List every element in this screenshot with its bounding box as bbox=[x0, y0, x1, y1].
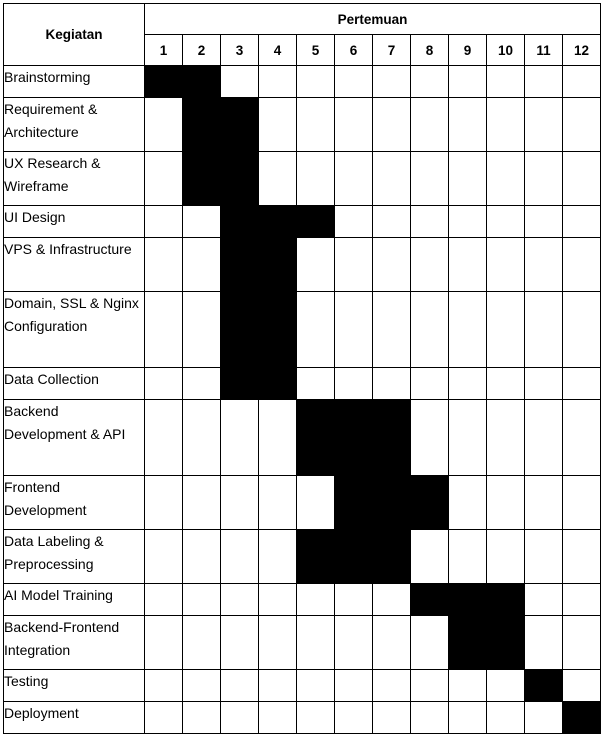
empty-week-cell bbox=[487, 702, 525, 734]
empty-week-cell bbox=[221, 530, 259, 584]
table-row bbox=[4, 152, 601, 206]
empty-week-cell bbox=[563, 206, 601, 238]
empty-week-cell bbox=[259, 400, 297, 476]
empty-week-cell bbox=[145, 400, 183, 476]
empty-week-cell bbox=[145, 368, 183, 400]
empty-week-cell bbox=[297, 616, 335, 670]
empty-week-cell bbox=[259, 476, 297, 530]
table-row bbox=[4, 238, 601, 292]
empty-week-cell bbox=[183, 238, 221, 292]
activity-label: Deployment bbox=[4, 702, 145, 734]
empty-week-cell bbox=[411, 98, 449, 152]
active-week-cell bbox=[183, 98, 221, 152]
week-header-2: 2 bbox=[183, 35, 221, 66]
active-week-cell bbox=[373, 476, 411, 530]
active-week-cell bbox=[145, 66, 183, 98]
empty-week-cell bbox=[297, 292, 335, 368]
empty-week-cell bbox=[221, 400, 259, 476]
table-row bbox=[4, 530, 601, 584]
empty-week-cell bbox=[335, 702, 373, 734]
active-week-cell bbox=[449, 616, 487, 670]
empty-week-cell bbox=[297, 670, 335, 702]
empty-week-cell bbox=[449, 702, 487, 734]
week-header-6: 6 bbox=[335, 35, 373, 66]
active-week-cell bbox=[373, 400, 411, 476]
empty-week-cell bbox=[525, 476, 563, 530]
empty-week-cell bbox=[449, 66, 487, 98]
empty-week-cell bbox=[373, 66, 411, 98]
empty-week-cell bbox=[563, 616, 601, 670]
empty-week-cell bbox=[335, 238, 373, 292]
empty-week-cell bbox=[411, 530, 449, 584]
empty-week-cell bbox=[335, 292, 373, 368]
empty-week-cell bbox=[525, 530, 563, 584]
empty-week-cell bbox=[449, 530, 487, 584]
empty-week-cell bbox=[297, 702, 335, 734]
activity-label: UI Design bbox=[4, 206, 145, 238]
empty-week-cell bbox=[221, 584, 259, 616]
empty-week-cell bbox=[145, 152, 183, 206]
empty-week-cell bbox=[563, 66, 601, 98]
empty-week-cell bbox=[335, 616, 373, 670]
empty-week-cell bbox=[335, 66, 373, 98]
empty-week-cell bbox=[373, 702, 411, 734]
empty-week-cell bbox=[563, 292, 601, 368]
empty-week-cell bbox=[563, 400, 601, 476]
empty-week-cell bbox=[221, 66, 259, 98]
activity-label: Backend-Frontend Integration bbox=[4, 616, 145, 670]
empty-week-cell bbox=[259, 152, 297, 206]
empty-week-cell bbox=[525, 206, 563, 238]
empty-week-cell bbox=[487, 670, 525, 702]
empty-week-cell bbox=[145, 238, 183, 292]
active-week-cell bbox=[259, 206, 297, 238]
empty-week-cell bbox=[525, 400, 563, 476]
empty-week-cell bbox=[183, 530, 221, 584]
active-week-cell bbox=[221, 152, 259, 206]
empty-week-cell bbox=[525, 152, 563, 206]
empty-week-cell bbox=[487, 98, 525, 152]
empty-week-cell bbox=[487, 400, 525, 476]
empty-week-cell bbox=[487, 206, 525, 238]
active-week-cell bbox=[221, 368, 259, 400]
active-week-cell bbox=[297, 530, 335, 584]
empty-week-cell bbox=[563, 238, 601, 292]
activity-label: Brainstorming bbox=[4, 66, 145, 98]
empty-week-cell bbox=[335, 584, 373, 616]
week-header-1: 1 bbox=[145, 35, 183, 66]
empty-week-cell bbox=[221, 670, 259, 702]
empty-week-cell bbox=[373, 238, 411, 292]
active-week-cell bbox=[563, 702, 601, 734]
empty-week-cell bbox=[183, 616, 221, 670]
table-row bbox=[4, 66, 601, 98]
activity-label: VPS & Infrastructure bbox=[4, 238, 145, 292]
table-row bbox=[4, 584, 601, 616]
empty-week-cell bbox=[297, 66, 335, 98]
empty-week-cell bbox=[449, 368, 487, 400]
empty-week-cell bbox=[487, 238, 525, 292]
empty-week-cell bbox=[145, 670, 183, 702]
active-week-cell bbox=[487, 584, 525, 616]
week-header-4: 4 bbox=[259, 35, 297, 66]
table-row bbox=[4, 292, 601, 368]
table-row bbox=[4, 98, 601, 152]
empty-week-cell bbox=[449, 238, 487, 292]
empty-week-cell bbox=[487, 292, 525, 368]
empty-week-cell bbox=[145, 206, 183, 238]
empty-week-cell bbox=[335, 152, 373, 206]
empty-week-cell bbox=[411, 616, 449, 670]
empty-week-cell bbox=[487, 368, 525, 400]
empty-week-cell bbox=[183, 476, 221, 530]
empty-week-cell bbox=[411, 670, 449, 702]
empty-week-cell bbox=[259, 670, 297, 702]
empty-week-cell bbox=[411, 400, 449, 476]
empty-week-cell bbox=[525, 98, 563, 152]
active-week-cell bbox=[373, 530, 411, 584]
empty-week-cell bbox=[449, 476, 487, 530]
table-row bbox=[4, 400, 601, 476]
empty-week-cell bbox=[487, 530, 525, 584]
active-week-cell bbox=[259, 368, 297, 400]
active-week-cell bbox=[183, 66, 221, 98]
active-week-cell bbox=[221, 206, 259, 238]
empty-week-cell bbox=[145, 702, 183, 734]
empty-week-cell bbox=[183, 400, 221, 476]
active-week-cell bbox=[411, 584, 449, 616]
empty-week-cell bbox=[449, 206, 487, 238]
table-row bbox=[4, 616, 601, 670]
active-week-cell bbox=[259, 292, 297, 368]
empty-week-cell bbox=[563, 584, 601, 616]
week-header-10: 10 bbox=[487, 35, 525, 66]
active-week-cell bbox=[183, 152, 221, 206]
empty-week-cell bbox=[259, 66, 297, 98]
active-week-cell bbox=[297, 400, 335, 476]
empty-week-cell bbox=[525, 292, 563, 368]
empty-week-cell bbox=[183, 670, 221, 702]
empty-week-cell bbox=[449, 152, 487, 206]
empty-week-cell bbox=[411, 66, 449, 98]
active-week-cell bbox=[221, 238, 259, 292]
empty-week-cell bbox=[525, 368, 563, 400]
active-week-cell bbox=[297, 206, 335, 238]
empty-week-cell bbox=[259, 702, 297, 734]
empty-week-cell bbox=[563, 152, 601, 206]
active-week-cell bbox=[221, 98, 259, 152]
active-week-cell bbox=[487, 616, 525, 670]
empty-week-cell bbox=[525, 238, 563, 292]
activity-label: Requirement & Architecture bbox=[4, 98, 145, 152]
week-header-12: 12 bbox=[563, 35, 601, 66]
empty-week-cell bbox=[411, 206, 449, 238]
empty-week-cell bbox=[221, 702, 259, 734]
active-week-cell bbox=[335, 400, 373, 476]
active-week-cell bbox=[335, 530, 373, 584]
empty-week-cell bbox=[259, 98, 297, 152]
empty-week-cell bbox=[373, 292, 411, 368]
activity-label: Frontend Development bbox=[4, 476, 145, 530]
empty-week-cell bbox=[411, 152, 449, 206]
empty-week-cell bbox=[525, 616, 563, 670]
active-week-cell bbox=[411, 476, 449, 530]
empty-week-cell bbox=[183, 292, 221, 368]
empty-week-cell bbox=[373, 152, 411, 206]
empty-week-cell bbox=[487, 66, 525, 98]
empty-week-cell bbox=[297, 584, 335, 616]
empty-week-cell bbox=[449, 98, 487, 152]
empty-week-cell bbox=[373, 616, 411, 670]
empty-week-cell bbox=[335, 368, 373, 400]
empty-week-cell bbox=[373, 670, 411, 702]
empty-week-cell bbox=[373, 584, 411, 616]
empty-week-cell bbox=[563, 368, 601, 400]
activity-label: UX Research & Wireframe bbox=[4, 152, 145, 206]
empty-week-cell bbox=[373, 368, 411, 400]
table-row bbox=[4, 206, 601, 238]
active-week-cell bbox=[259, 238, 297, 292]
empty-week-cell bbox=[297, 98, 335, 152]
week-header-9: 9 bbox=[449, 35, 487, 66]
week-header-5: 5 bbox=[297, 35, 335, 66]
empty-week-cell bbox=[563, 670, 601, 702]
empty-week-cell bbox=[221, 476, 259, 530]
empty-week-cell bbox=[373, 98, 411, 152]
empty-week-cell bbox=[411, 238, 449, 292]
empty-week-cell bbox=[145, 98, 183, 152]
empty-week-cell bbox=[335, 98, 373, 152]
empty-week-cell bbox=[221, 616, 259, 670]
empty-week-cell bbox=[449, 292, 487, 368]
empty-week-cell bbox=[145, 476, 183, 530]
activity-label: AI Model Training bbox=[4, 584, 145, 616]
table-row bbox=[4, 670, 601, 702]
empty-week-cell bbox=[297, 368, 335, 400]
empty-week-cell bbox=[525, 66, 563, 98]
empty-week-cell bbox=[525, 702, 563, 734]
empty-week-cell bbox=[183, 584, 221, 616]
activity-label: Testing bbox=[4, 670, 145, 702]
empty-week-cell bbox=[297, 152, 335, 206]
activity-label: Domain, SSL & Nginx Configuration bbox=[4, 292, 145, 368]
empty-week-cell bbox=[411, 292, 449, 368]
activity-label: Backend Development & API bbox=[4, 400, 145, 476]
empty-week-cell bbox=[145, 616, 183, 670]
empty-week-cell bbox=[335, 670, 373, 702]
table-row bbox=[4, 368, 601, 400]
week-header-8: 8 bbox=[411, 35, 449, 66]
empty-week-cell bbox=[183, 702, 221, 734]
empty-week-cell bbox=[183, 368, 221, 400]
empty-week-cell bbox=[145, 584, 183, 616]
active-week-cell bbox=[221, 292, 259, 368]
empty-week-cell bbox=[335, 206, 373, 238]
empty-week-cell bbox=[449, 670, 487, 702]
empty-week-cell bbox=[563, 530, 601, 584]
empty-week-cell bbox=[449, 400, 487, 476]
active-week-cell bbox=[525, 670, 563, 702]
week-header-3: 3 bbox=[221, 35, 259, 66]
empty-week-cell bbox=[563, 98, 601, 152]
activity-label: Data Labeling & Preprocessing bbox=[4, 530, 145, 584]
empty-week-cell bbox=[563, 476, 601, 530]
empty-week-cell bbox=[411, 702, 449, 734]
empty-week-cell bbox=[297, 238, 335, 292]
activity-label: Data Collection bbox=[4, 368, 145, 400]
empty-week-cell bbox=[259, 616, 297, 670]
empty-week-cell bbox=[259, 530, 297, 584]
active-week-cell bbox=[449, 584, 487, 616]
empty-week-cell bbox=[259, 584, 297, 616]
empty-week-cell bbox=[487, 476, 525, 530]
schedule-table bbox=[3, 3, 601, 734]
empty-week-cell bbox=[525, 584, 563, 616]
empty-week-cell bbox=[373, 206, 411, 238]
activity-column-header: Kegiatan bbox=[4, 4, 145, 66]
meetings-column-header: Pertemuan bbox=[145, 4, 601, 35]
active-week-cell bbox=[335, 476, 373, 530]
empty-week-cell bbox=[145, 292, 183, 368]
empty-week-cell bbox=[297, 476, 335, 530]
table-row bbox=[4, 476, 601, 530]
empty-week-cell bbox=[145, 530, 183, 584]
week-header-11: 11 bbox=[525, 35, 563, 66]
empty-week-cell bbox=[183, 206, 221, 238]
table-row bbox=[4, 702, 601, 734]
empty-week-cell bbox=[487, 152, 525, 206]
week-header-7: 7 bbox=[373, 35, 411, 66]
empty-week-cell bbox=[411, 368, 449, 400]
